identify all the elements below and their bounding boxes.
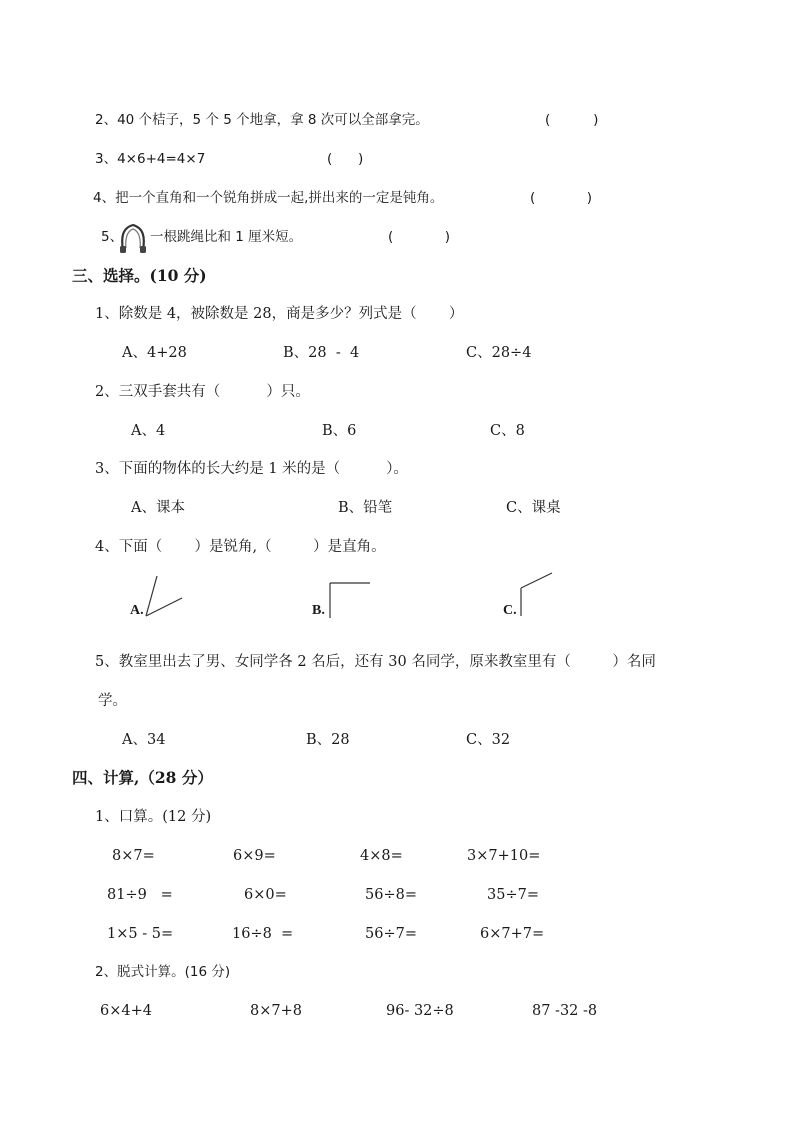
section-heading-calc: 四、计算,（28 分） — [72, 768, 213, 787]
choice-q2-option-b[interactable]: B、6 — [322, 423, 357, 439]
choice-q3-option-b[interactable]: B、铅笔 — [338, 500, 393, 516]
choice-q5-stem: 5、教室里出去了男、女同学各 2 名后，还有 30 名同学，原来教室里有（ ）名同 — [95, 654, 656, 670]
choice-q3-option-a[interactable]: A、课本 — [131, 500, 185, 516]
stepwise-calc-item: 96- 32÷8 — [386, 1003, 454, 1019]
judge-item-3: 3、4×6+4=4×7 — [95, 151, 206, 167]
choice-q1-option-a[interactable]: A、4+28 — [122, 345, 187, 361]
oral-calc-item: 81÷9 = — [107, 887, 173, 903]
oral-calc-item: 56÷7= — [365, 926, 417, 942]
judge-item-2: 2、40 个桔子，5 个 5 个地拿，拿 8 次可以全部拿完。 — [95, 112, 429, 128]
choice-q1-option-c[interactable]: C、28÷4 — [466, 345, 532, 361]
oral-calc-item: 16÷8 = — [232, 926, 294, 942]
choice-q5-option-c[interactable]: C、32 — [466, 732, 511, 748]
judge-item-5-blank[interactable]: ( ) — [388, 229, 451, 245]
oral-calc-item: 3×7+10= — [467, 848, 541, 864]
choice-q2-option-c[interactable]: C、8 — [490, 423, 525, 439]
stepwise-calc-title: 2、脱式计算。(16 分) — [95, 964, 231, 980]
acute-angle-figure — [140, 572, 185, 620]
choice-q4-option-c[interactable]: C. — [503, 603, 517, 618]
oral-calc-title: 1、口算。(12 分) — [95, 809, 212, 825]
choice-q3-option-c[interactable]: C、课桌 — [506, 500, 561, 516]
choice-q4-option-a[interactable]: A. — [130, 603, 144, 618]
judge-item-5: 一根跳绳比和 1 厘米短。 — [150, 229, 303, 245]
judge-item-3-blank[interactable]: ( ) — [327, 151, 364, 167]
choice-q1-option-b[interactable]: B、28 - 4 — [283, 345, 360, 361]
oral-calc-item: 6×0= — [244, 887, 287, 903]
oral-calc-item: 35÷7= — [487, 887, 539, 903]
obtuse-angle-figure — [516, 568, 556, 620]
choice-q2-stem: 2、三双手套共有（ ）只。 — [95, 384, 310, 400]
oral-calc-item: 4×8= — [360, 848, 403, 864]
section-heading-choice: 三、选择。(10 分) — [72, 266, 207, 285]
judge-item-4-blank[interactable]: ( ) — [530, 190, 593, 206]
stepwise-calc-item: 8×7+8 — [250, 1003, 302, 1019]
choice-q5-stem-continued: 学。 — [98, 693, 127, 709]
jump-rope-icon — [118, 220, 148, 254]
oral-calc-item: 1×5 - 5= — [107, 926, 174, 942]
choice-q2-option-a[interactable]: A、4 — [131, 423, 166, 439]
choice-q4-stem: 4、下面（ ）是锐角,（ ）是直角。 — [95, 539, 386, 555]
stepwise-calc-item: 87 -32 -8 — [532, 1003, 598, 1019]
choice-q5-option-b[interactable]: B、28 — [306, 732, 350, 748]
oral-calc-item: 6×7+7= — [480, 926, 545, 942]
choice-q4-option-b[interactable]: B. — [312, 603, 325, 618]
choice-q1-stem: 1、除数是 4，被除数是 28，商是多少？列式是（ ） — [95, 306, 464, 322]
choice-q5-option-a[interactable]: A、34 — [122, 732, 166, 748]
choice-q3-stem: 3、下面的物体的长大约是 1 米的是（ ）。 — [95, 461, 409, 477]
oral-calc-item: 56÷8= — [365, 887, 417, 903]
judge-item-5-number: 5、 — [101, 229, 124, 245]
oral-calc-item: 8×7= — [112, 848, 155, 864]
judge-item-4: 4、把一个直角和一个锐角拼成一起,拼出来的一定是钝角。 — [93, 190, 444, 206]
judge-item-2-blank[interactable]: ( ) — [545, 112, 599, 128]
oral-calc-item: 6×9= — [233, 848, 276, 864]
right-angle-figure — [324, 578, 374, 620]
stepwise-calc-item: 6×4+4 — [100, 1003, 152, 1019]
